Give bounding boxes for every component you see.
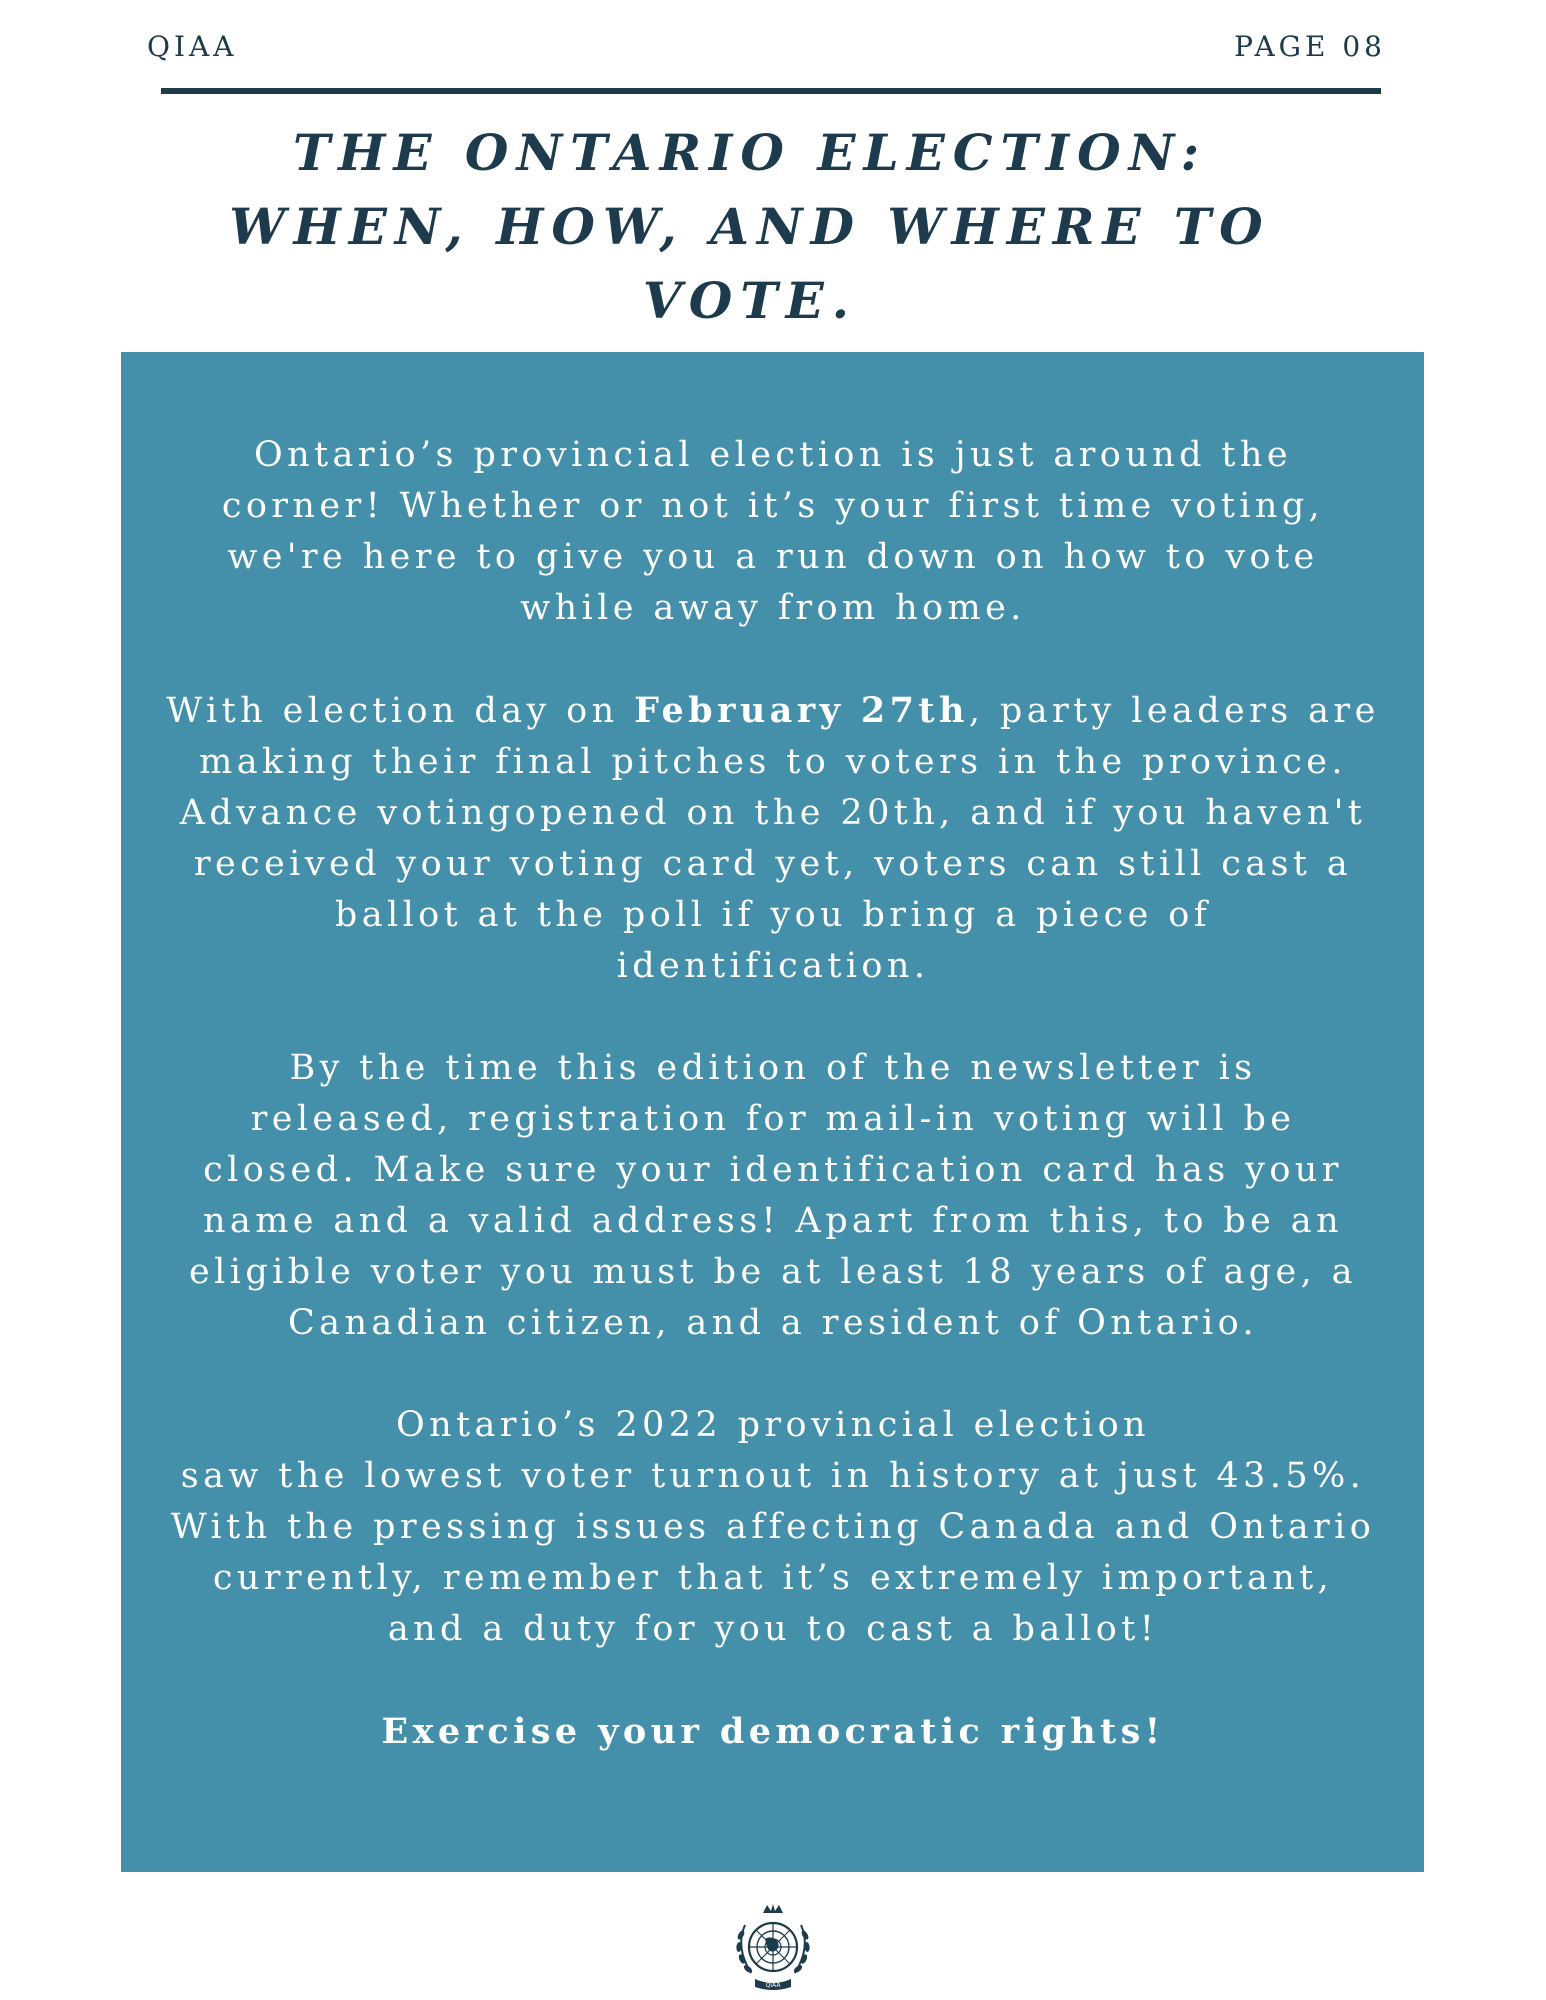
text-line: ballot at the poll if you bring a piece of — [334, 895, 1212, 935]
text-line: we're here to give you a run down on how to vote — [227, 537, 1319, 577]
text-line: making their final pitches to voters in the province. — [199, 742, 1347, 782]
text-line: currently, remember that it’s extremely important, — [212, 1558, 1334, 1598]
text-line: and a duty for you to cast a ballot! — [387, 1609, 1159, 1649]
text-line: Canadian citizen, and a resident of Ontario. — [288, 1303, 1258, 1343]
election-date: February 27th — [634, 690, 969, 731]
text-line: Ontario’s 2022 provincial election — [396, 1405, 1150, 1445]
title-line-1: THE ONTARIO ELECTION: — [292, 123, 1208, 182]
text-fragment: With election day on — [166, 691, 635, 731]
text-line — [130, 685, 1416, 737]
text-line: closed. Make sure your identification card has your — [203, 1150, 1343, 1190]
text-line: name and a valid address! Apart from this, to be an — [202, 1201, 1344, 1241]
text-line: received your voting card yet, voters can still cast a — [193, 844, 1353, 884]
text-line: With the pressing issues affecting Canada and Ontario — [170, 1507, 1376, 1547]
article-body — [130, 430, 1416, 1808]
page-number: PAGE 08 — [1234, 30, 1386, 63]
un-emblem-icon — [725, 1903, 821, 1993]
text-fragment: , party leaders are — [968, 691, 1380, 731]
paragraph-turnout — [130, 1400, 1416, 1655]
title-line-3: VOTE. — [642, 271, 858, 330]
paragraph-intro — [130, 430, 1416, 634]
logo-text: QIAA — [765, 1982, 781, 1989]
closing-line: Exercise your democratic rights! — [381, 1711, 1165, 1752]
paragraph-registration — [130, 1043, 1416, 1349]
paragraph-election-day — [130, 685, 1416, 992]
header-org: QIAA — [147, 30, 238, 63]
text-line: corner! Whether or not it’s your first time voting, — [221, 486, 1325, 526]
text-line: By the time this edition of the newsletter is — [289, 1048, 1257, 1088]
text-line: identification. — [616, 946, 930, 986]
un-emblem-icon-svg — [725, 1903, 821, 1993]
header-divider — [161, 88, 1381, 94]
text-line: saw the lowest voter turnout in history at just 43.5%. — [180, 1456, 1366, 1496]
article-title — [200, 116, 1300, 338]
text-line: released, registration for mail-in voting will be — [250, 1099, 1296, 1139]
text-line: Ontario’s provincial election is just around the — [254, 435, 1292, 475]
text-line: Advance votingopened on the 20th, and if you haven't — [179, 793, 1367, 833]
text-line: while away from home. — [520, 588, 1026, 628]
title-line-2: WHEN, HOW, AND WHERE TO — [229, 197, 1271, 256]
text-line: eligible voter you must be at least 18 years of age, a — [189, 1252, 1357, 1292]
